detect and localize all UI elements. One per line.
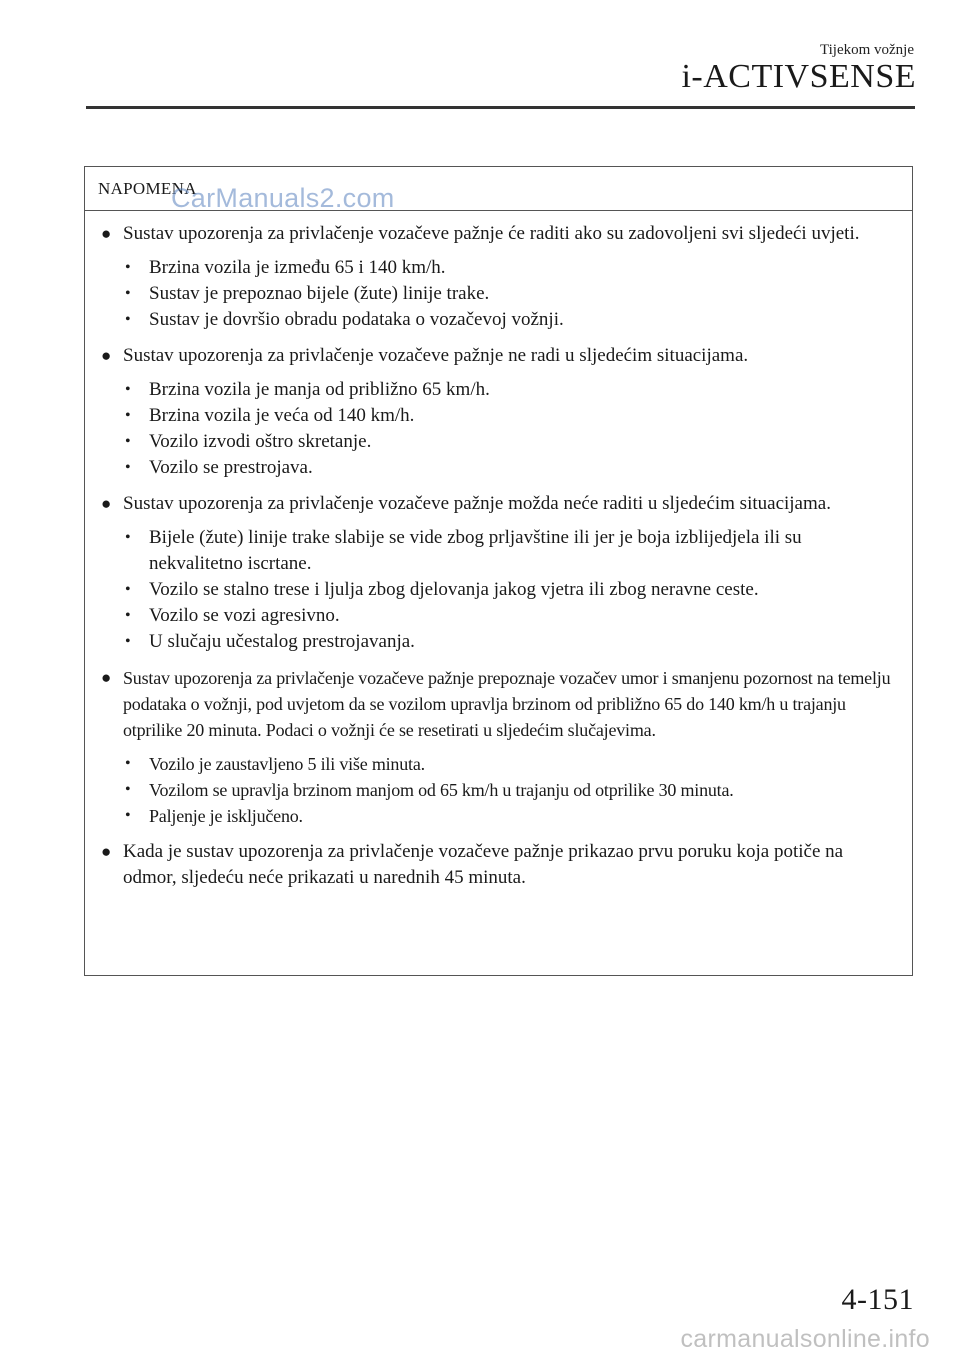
header-divider <box>86 106 915 109</box>
sub-bullet-icon: • <box>125 529 131 546</box>
sub-bullet-icon: • <box>125 607 131 624</box>
note-bullet-item <box>99 343 898 481</box>
note-bullet-text: Kada je sustav upozorenja za privlačenje vozačeve pažnje prikazao prvu poruku koja potiče na odmor, sljedeću neće prikazati u narednih 45 minuta. <box>123 841 844 888</box>
note-sub-list <box>123 255 898 333</box>
note-sub-item <box>123 803 898 829</box>
note-sub-list <box>123 525 898 655</box>
note-sub-text: Vozilo se stalno trese i ljulja zbog djelovanja jakog vjetra ili zbog neravne ceste. <box>149 579 759 600</box>
note-sub-text: Brzina vozila je manja od približno 65 km/h. <box>149 379 490 400</box>
sub-bullet-icon: • <box>125 781 131 798</box>
sub-bullet-icon: • <box>125 433 131 450</box>
note-sub-item <box>123 629 898 655</box>
note-sub-item <box>123 525 898 577</box>
running-header-section: Tijekom vožnje <box>819 42 914 58</box>
note-bullet-text: Sustav upozorenja za privlačenje vozačeve pažnje ne radi u sljedećim situacijama. <box>123 345 749 366</box>
note-bullet-item <box>99 665 898 829</box>
note-bullet-text: Sustav upozorenja za privlačenje vozačeve pažnje možda neće raditi u sljedećim situacijama. <box>123 493 831 514</box>
note-sub-item <box>123 429 898 455</box>
sub-bullet-icon: • <box>125 459 131 476</box>
note-sub-text: Vozilom se upravlja brzinom manjom od 65 km/h u trajanju od otprilike 30 minuta. <box>149 780 734 800</box>
note-body <box>85 211 912 891</box>
note-sub-text: Vozilo je zaustavljeno 5 ili više minuta. <box>149 754 425 774</box>
note-header <box>85 167 912 211</box>
note-sub-item <box>123 307 898 333</box>
note-sub-list <box>123 751 898 829</box>
sub-bullet-icon: • <box>125 259 131 276</box>
note-sub-text: Bijele (žute) linije trake slabije se vide zbog prljavštine ili jer je boja izblijedjela ili su nekvalitetno iscrtane. <box>149 527 802 574</box>
note-sub-list <box>123 377 898 481</box>
sub-bullet-icon: • <box>125 311 131 328</box>
note-sub-item <box>123 377 898 403</box>
bullet-dot-icon: ● <box>101 842 112 861</box>
note-sub-text: Brzina vozila je između 65 i 140 km/h. <box>149 257 446 278</box>
sub-bullet-icon: • <box>125 633 131 650</box>
bullet-dot-icon: ● <box>101 224 112 243</box>
note-sub-text: Brzina vozila je veća od 140 km/h. <box>149 405 415 426</box>
sub-bullet-icon: • <box>125 285 131 302</box>
sub-bullet-icon: • <box>125 381 131 398</box>
note-sub-text: Vozilo se prestrojava. <box>149 457 313 478</box>
watermark-bottom: carmanualsonline.info <box>680 1325 930 1353</box>
note-title: NAPOMENA <box>98 179 197 198</box>
note-bullet-item <box>99 839 898 891</box>
note-sub-item <box>123 777 898 803</box>
page-number: 4-151 <box>841 1283 914 1316</box>
note-sub-item <box>123 281 898 307</box>
note-box <box>84 166 913 976</box>
note-sub-item <box>123 577 898 603</box>
bullet-dot-icon: ● <box>101 668 112 687</box>
note-sub-text: Sustav je prepoznao bijele (žute) linije trake. <box>149 283 490 304</box>
note-sub-text: Vozilo se vozi agresivno. <box>149 605 340 626</box>
note-bullet-item <box>99 491 898 655</box>
bullet-dot-icon: ● <box>101 494 112 513</box>
sub-bullet-icon: • <box>125 807 131 824</box>
watermark-top: CarManuals2.com <box>171 183 395 213</box>
note-sub-item <box>123 751 898 777</box>
running-header-chapter: i-ACTIVSENSE <box>681 58 916 95</box>
bullet-dot-icon: ● <box>101 346 112 365</box>
note-sub-text: Paljenje je isključeno. <box>149 806 303 826</box>
note-sub-item <box>123 403 898 429</box>
note-bullet-text: Sustav upozorenja za privlačenje vozačeve pažnje će raditi ako su zadovoljeni svi sljedeći uvjeti. <box>123 223 860 244</box>
sub-bullet-icon: • <box>125 755 131 772</box>
note-sub-text: U slučaju učestalog prestrojavanja. <box>149 631 415 652</box>
note-bullet-text: Sustav upozorenja za privlačenje vozačeve pažnje prepoznaje vozačev umor i smanjenu pozornost na temelju podataka o vožnji, pod uvjetom da se vozilom upravlja brzinom od približno 65 do 140 km/h u trajanju otprilike 20 minuta. Podaci o vožnji će se resetirati u sljedećim slučajevima. <box>123 668 891 740</box>
note-sub-text: Sustav je dovršio obradu podataka o vozačevoj vožnji. <box>149 309 564 330</box>
sub-bullet-icon: • <box>125 407 131 424</box>
note-bullet-item <box>99 221 898 333</box>
note-sub-item <box>123 455 898 481</box>
note-sub-item <box>123 603 898 629</box>
note-sub-text: Vozilo izvodi oštro skretanje. <box>149 431 372 452</box>
note-sub-item <box>123 255 898 281</box>
sub-bullet-icon: • <box>125 581 131 598</box>
